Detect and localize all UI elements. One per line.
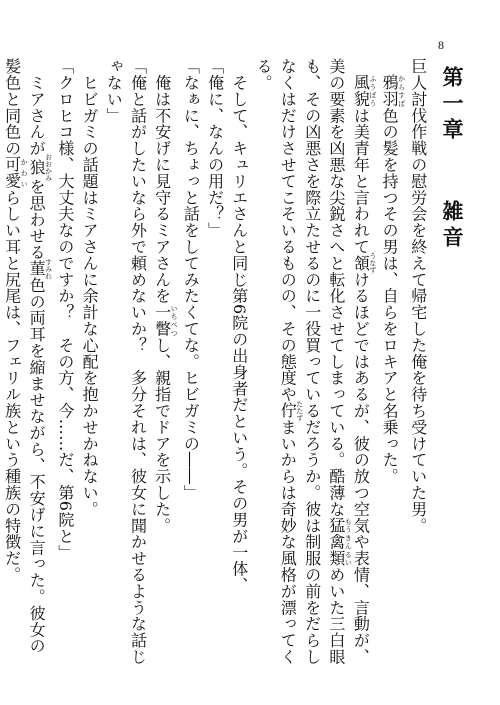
- text-run: を思わせる: [27, 178, 47, 261]
- ruby-word: [27, 258, 53, 280]
- text-run: [380, 58, 399, 74]
- text-run: 巨人討伐作戦の慰労会を終えて帰宅した俺を待ち受けていた男。: [408, 58, 428, 534]
- ruby-word: [152, 304, 179, 337]
- text-run: まいからは奇妙な風格が漂ってくる。: [253, 58, 298, 665]
- ruby-reading: たたず: [295, 400, 304, 422]
- paragraph: [227, 58, 251, 670]
- ruby-word: [2, 156, 29, 190]
- paragraph: [0, 58, 53, 670]
- ruby-base: 菫: [27, 258, 47, 280]
- chapter-heading: [440, 66, 464, 670]
- text-run: 俺は不安げに見守るミアさんを: [152, 58, 172, 304]
- ruby-base: 風貌: [351, 74, 371, 108]
- text-run: [351, 58, 370, 74]
- chapter-number: 第一章: [440, 66, 465, 144]
- text-run: 「なぁに、ちょっと話をしてみたくてな。ヒビガミの――」: [181, 58, 201, 501]
- heading-gap: [452, 144, 453, 172]
- ruby-reading: ふうぼう: [368, 74, 377, 108]
- text-run: 色の髪を持つその男は、自らをロキアと名乗った。: [380, 107, 400, 485]
- ruby-word: [351, 74, 377, 108]
- paragraph: [377, 58, 406, 670]
- ruby-word: [380, 74, 406, 108]
- paragraph: [178, 58, 202, 670]
- paragraph: [77, 58, 101, 670]
- text-run: ヒビガミの話題はミアさんに余計な心配を抱かせかねない。: [80, 58, 100, 518]
- text-run: 「クロヒコ様、大丈夫なのですか？ その方、今……だ、第6院と」: [55, 58, 75, 561]
- text-run: 色の両耳を縮ませながら、不安げに言った。彼女の髪色と同色の: [2, 58, 47, 655]
- ruby-base: 鴉羽: [380, 74, 400, 108]
- ruby-base: 猛禽類: [326, 517, 346, 567]
- text-run: らしい耳と尻尾は、フェリル族という種族の特徴だ。: [2, 189, 22, 583]
- text-run: は美青年と言われて: [351, 107, 371, 255]
- vertical-text-block: [2, 58, 465, 670]
- ruby-base: 一瞥: [152, 304, 172, 337]
- ruby-word: [326, 517, 353, 567]
- ruby-base: 頷: [351, 252, 371, 274]
- paragraph: [251, 58, 377, 670]
- ruby-reading: すみれ: [44, 258, 53, 280]
- ruby-word: [27, 153, 53, 182]
- text-run: そして、キュリエさんと同じ第6院の出身者だという。その男が一体、: [229, 58, 249, 594]
- paragraph: [149, 58, 178, 670]
- chapter-title: 雑音: [440, 200, 465, 252]
- ruby-word: [351, 252, 377, 274]
- body-paragraphs: [0, 58, 430, 670]
- ruby-reading: もうきんるい: [344, 517, 353, 567]
- ruby-reading: からすば: [397, 74, 406, 108]
- paragraph: [202, 58, 226, 670]
- paragraph: [53, 58, 77, 670]
- text-run: めいた三白眼も、その凶悪さを際立たせるのに一役買っているだろうか。彼は制服の前をだらしなくはだけさせてこそいるものの、その態度や: [278, 58, 346, 665]
- ruby-word: [278, 400, 304, 422]
- paragraph: [406, 58, 430, 670]
- page-number: 8: [438, 38, 444, 52]
- text-run: ミアさんが: [27, 58, 47, 157]
- ruby-reading: おおかみ: [44, 153, 53, 182]
- ruby-base: 佇: [278, 400, 298, 422]
- text-run: 「俺と話がしたいなら外で頼めないか？ 多分それは、彼女に聞かせるような話じゃない」: [104, 58, 148, 665]
- text-run: 「俺に、なんの用だ？」: [205, 58, 225, 239]
- ruby-reading: いちべつ: [170, 304, 179, 337]
- ruby-base: 可愛: [2, 156, 22, 190]
- text-run: けるほどではあるが、彼の放つ空気や表情、言動が、美の要素を凶悪な尖鋭さへと転化させてしまっている。酷薄な: [326, 58, 371, 665]
- ruby-base: 狼: [27, 153, 47, 182]
- text-run: し、親指でドアを示した。: [152, 336, 172, 534]
- ruby-reading: うなず: [368, 252, 377, 274]
- ruby-reading: かわい: [20, 156, 29, 190]
- paragraph: [101, 58, 149, 670]
